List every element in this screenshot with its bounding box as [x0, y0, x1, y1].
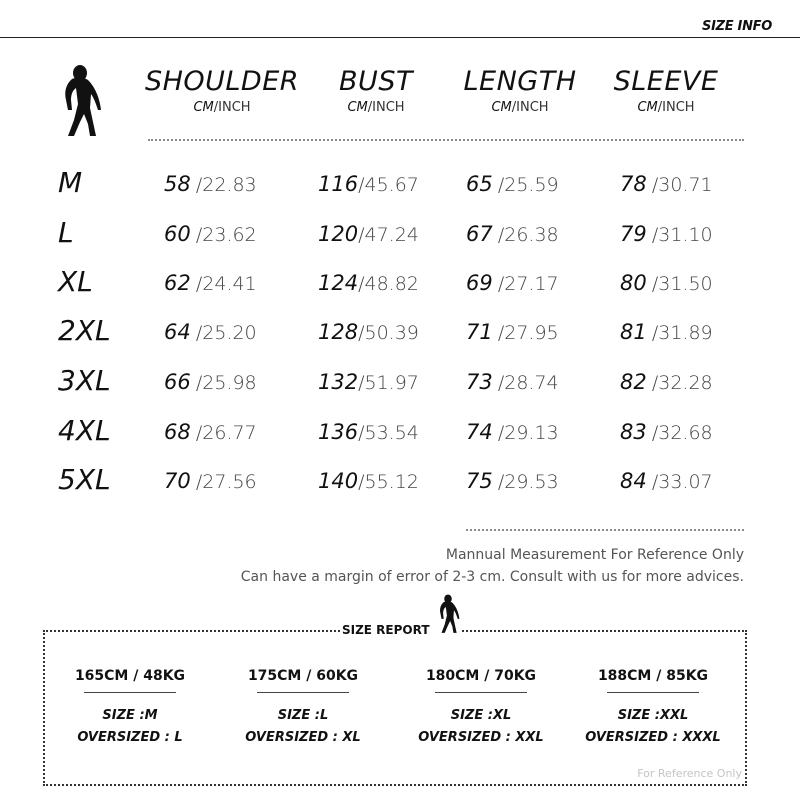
table-cell: 66 /25.98	[164, 370, 257, 394]
table-cell: 58 /22.83	[164, 172, 257, 196]
footer-dotted-divider	[466, 529, 744, 531]
column-title: SLEEVE	[613, 66, 719, 97]
report-entry	[568, 668, 738, 749]
report-entry	[396, 668, 566, 749]
table-cell: 64 /25.20	[164, 320, 257, 344]
oversized-size: OVERSIZED : XL	[245, 730, 361, 745]
size-label: 2XL	[58, 314, 111, 347]
size-report-title: SIZE REPORT	[342, 623, 430, 637]
column-unit: CM/INCH	[347, 100, 405, 115]
table-cell: 65 /25.59	[466, 172, 559, 196]
table-cell: 128/50.39	[318, 320, 419, 344]
column-unit: CM/INCH	[193, 100, 251, 115]
header-divider	[0, 37, 800, 38]
header-dotted-divider	[148, 139, 744, 141]
table-cell: 78 /30.71	[620, 172, 713, 196]
table-cell: 84 /33.07	[620, 469, 713, 493]
recommended-size: SIZE :M	[102, 708, 158, 723]
oversized-size: OVERSIZED : L	[77, 730, 183, 745]
size-label: 4XL	[58, 414, 111, 447]
table-cell: 69 /27.17	[466, 271, 559, 295]
table-cell: 71 /27.95	[466, 320, 559, 344]
recommended-size: SIZE :L	[277, 708, 329, 723]
table-cell: 81 /31.89	[620, 320, 713, 344]
body-measurement: 165CM / 48KG	[74, 668, 186, 684]
measurement-underline	[607, 692, 699, 693]
size-label: M	[58, 166, 83, 199]
table-cell: 132/51.97	[318, 370, 419, 394]
column-unit: CM/INCH	[637, 100, 695, 115]
gorilla-silhouette-icon	[436, 594, 460, 634]
table-cell: 73 /28.74	[466, 370, 559, 394]
column-unit: CM/INCH	[491, 100, 549, 115]
table-cell: 62 /24.41	[164, 271, 257, 295]
table-cell: 116/45.67	[318, 172, 419, 196]
table-cell: 140/55.12	[318, 469, 419, 493]
size-label: 5XL	[58, 463, 111, 496]
measurement-note: Mannual Measurement For Reference Only	[445, 547, 744, 563]
measurement-underline	[435, 692, 527, 693]
table-cell: 60 /23.62	[164, 222, 257, 246]
table-cell: 124/48.82	[318, 271, 419, 295]
size-label: 3XL	[58, 364, 111, 397]
margin-note: Can have a margin of error of 2-3 cm. Consult with us for more advices.	[240, 569, 744, 585]
body-measurement: 175CM / 60KG	[247, 668, 359, 684]
table-cell: 70 /27.56	[164, 469, 257, 493]
size-label: XL	[58, 265, 93, 298]
table-cell: 68 /26.77	[164, 420, 257, 444]
table-cell: 75 /29.53	[466, 469, 559, 493]
table-cell: 80 /31.50	[620, 271, 713, 295]
gorilla-silhouette-icon	[58, 64, 102, 138]
page-title: SIZE INFO	[702, 19, 772, 34]
column-header-shoulder	[144, 66, 300, 115]
column-title: BUST	[339, 66, 413, 97]
reference-footnote: For Reference Only	[637, 767, 742, 780]
table-cell: 83 /32.68	[620, 420, 713, 444]
table-cell: 79 /31.10	[620, 222, 713, 246]
report-entry	[45, 668, 215, 749]
table-cell: 120/47.24	[318, 222, 419, 246]
measurement-underline	[84, 692, 176, 693]
recommended-size: SIZE :XXL	[617, 708, 689, 723]
table-cell: 74 /29.13	[466, 420, 559, 444]
table-cell: 67 /26.38	[466, 222, 559, 246]
recommended-size: SIZE :XL	[450, 708, 512, 723]
column-header-bust	[322, 66, 430, 115]
size-label: L	[58, 216, 74, 249]
top-bar	[0, 0, 800, 40]
table-cell: 82 /32.28	[620, 370, 713, 394]
column-header-sleeve	[608, 66, 724, 115]
body-measurement: 188CM / 85KG	[597, 668, 709, 684]
column-title: SHOULDER	[144, 66, 300, 97]
column-header-length	[458, 66, 582, 115]
column-title: LENGTH	[463, 66, 577, 97]
table-cell: 136/53.54	[318, 420, 419, 444]
oversized-size: OVERSIZED : XXL	[418, 730, 544, 745]
measurement-underline	[257, 692, 349, 693]
body-measurement: 180CM / 70KG	[425, 668, 537, 684]
report-entry	[218, 668, 388, 749]
oversized-size: OVERSIZED : XXXL	[585, 730, 721, 745]
